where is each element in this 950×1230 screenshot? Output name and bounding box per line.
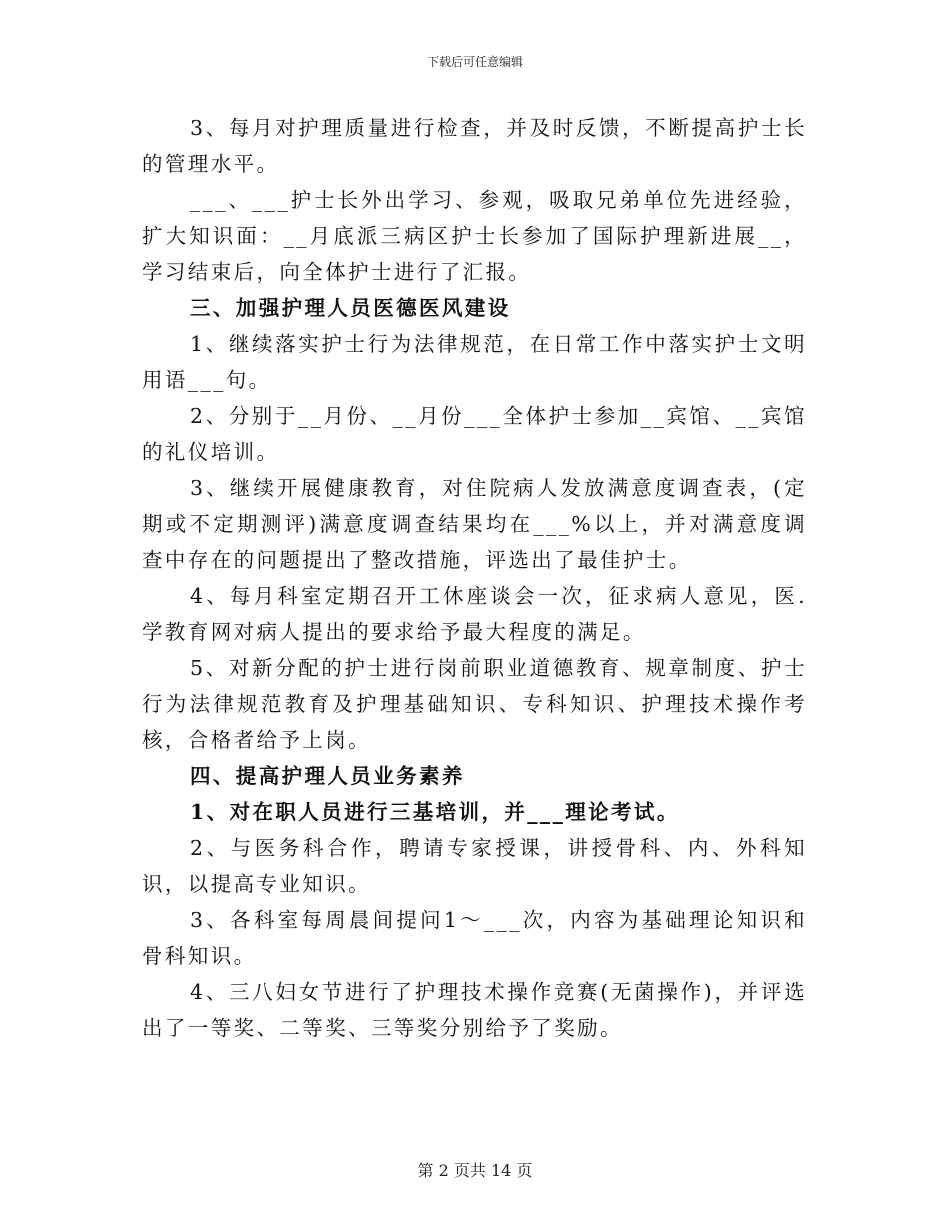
paragraph: 3、各科室每周晨间提问1～___次，内容为基础理论知识和骨科知识。: [142, 908, 807, 968]
paragraph: ___、___护士长外出学习、参观，吸取兄弟单位先进经验，扩大知识面：__月底派三病区护士长参加了国际护理新进展__，学习结束后，向全体护士进行了汇报。: [142, 188, 807, 284]
section-heading: 三、加强护理人员医德医风建设: [190, 296, 511, 320]
paragraph: 3、每月对护理质量进行检查，并及时反馈，不断提高护士长的管理水平。: [142, 116, 807, 176]
paragraph: 4、三八妇女节进行了护理技术操作竞赛(无菌操作)，并评选出了一等奖、二等奖、三等奖分别给予了奖励。: [142, 980, 807, 1040]
document-body: [142, 110, 807, 1046]
section-heading: 四、提高护理人员业务素养: [190, 764, 465, 788]
paragraph: 4、每月科室定期召开工休座谈会一次，征求病人意见，医.学教育网对病人提出的要求给予最大程度的满足。: [142, 584, 807, 644]
paragraph: 2、分别于__月份、__月份___全体护士参加__宾馆、__宾馆的礼仪培训。: [142, 404, 807, 464]
paragraph: 5、对新分配的护士进行岗前职业道德教育、规章制度、护士行为法律规范教育及护理基础知识、专科知识、护理技术操作考核，合格者给予上岗。: [142, 656, 807, 752]
paragraph: 2、与医务科合作，聘请专家授课，讲授骨科、内、外科知识，以提高专业知识。: [142, 836, 807, 896]
paragraph: 1、对在职人员进行三基培训，并___理论考试。: [190, 800, 680, 824]
paragraph: 3、继续开展健康教育，对住院病人发放满意度调查表，(定期或不定期测评)满意度调查结果均在___%以上，并对满意度调查中存在的问题提出了整改措施，评选出了最佳护士。: [142, 476, 807, 572]
paragraph: 1、继续落实护士行为法律规范，在日常工作中落实护士文明用语___句。: [142, 332, 807, 392]
page-header: 下载后可任意编辑: [426, 55, 523, 69]
page-footer: 第 2 页共 14 页: [417, 1161, 533, 1180]
